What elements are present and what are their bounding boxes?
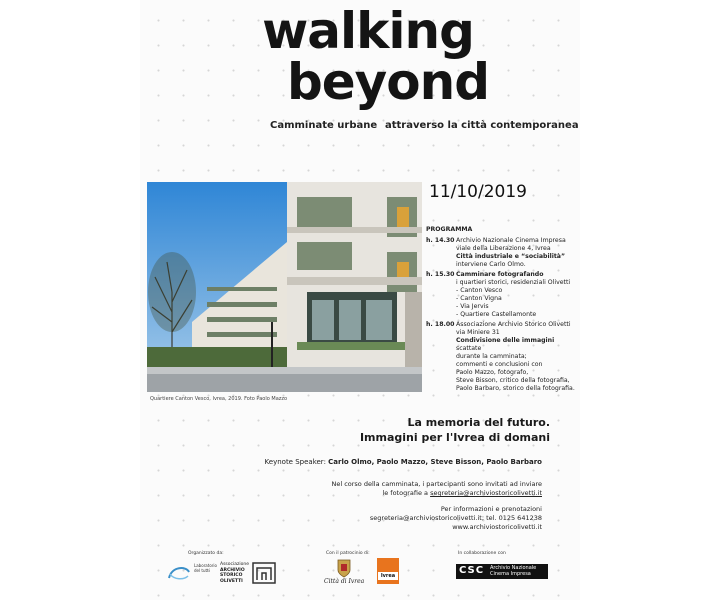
program-time: h. 15.30 xyxy=(426,271,455,278)
website-link[interactable]: www.archiviostoricolivetti.it xyxy=(452,523,542,531)
participants-note xyxy=(331,480,542,498)
ivrea-orange-logo xyxy=(377,558,399,584)
info-line-2: segreteria@archiviostoricolivetti.it; tel. 0125 641238 xyxy=(369,514,542,522)
photo-caption: Quartiere Canton Vesco, Ivrea, 2019. Foto Paolo Mazzo xyxy=(150,396,288,402)
csc-line-1: Archivio Nazionale xyxy=(490,565,537,571)
assoc-line-4: OLIVETTI xyxy=(220,578,243,584)
program-line: commenti e conclusioni con xyxy=(456,361,543,368)
program-line: viale della Liberazione 4, Ivrea xyxy=(456,245,551,252)
slogan-line-1: La memoria del futuro. xyxy=(407,416,550,429)
program-line: - Quartiere Castellamonte xyxy=(456,311,537,318)
program-time: h. 18.00 xyxy=(426,321,455,328)
program-item xyxy=(426,237,576,269)
email-link[interactable]: segreteria@archiviostoricolivetti.it xyxy=(430,489,542,497)
program-title: Condivisione delle immagini xyxy=(456,337,555,344)
info-line-1: Per informazioni e prenotazioni xyxy=(440,505,542,513)
program-line: Steve Bisson, critico della fotografia, xyxy=(456,377,570,384)
city-label: Città di Ivrea xyxy=(324,578,365,585)
note-line-2: le fotografie a xyxy=(382,489,431,497)
title-line-2: beyond xyxy=(286,53,490,111)
program-block xyxy=(426,226,576,395)
program-item xyxy=(426,271,576,319)
assoc-line-3: STORICO xyxy=(220,573,243,578)
title-line-1: walking xyxy=(262,2,474,60)
archivio-olivetti-logo xyxy=(220,562,249,584)
program-heading: PROGRAMMA xyxy=(426,226,473,233)
event-date: 11/10/2019 xyxy=(429,182,527,202)
program-line: durante la camminata; xyxy=(456,353,527,360)
assoc-line-1: Associazione xyxy=(220,562,249,567)
organized-label: Organizzato da: xyxy=(188,551,224,556)
csc-abbr: CSC xyxy=(459,565,485,576)
patronage-label: Con il patrocinio di: xyxy=(326,551,370,556)
program-item xyxy=(426,321,576,393)
organizer-swirl-logo xyxy=(166,562,192,588)
program-line: - Canton Vesco xyxy=(456,287,503,294)
slogan xyxy=(360,415,550,445)
building-photo xyxy=(147,182,422,392)
subtitle-part-2: attraverso la città contemporanea xyxy=(385,120,579,131)
organizer-swirl-text: Laboratorio del tutti xyxy=(194,563,217,573)
csc-cinema-logo xyxy=(456,564,548,579)
assoc-line-2: ARCHIVIO xyxy=(220,567,245,573)
keynote xyxy=(265,458,542,466)
program-title-suffix: scattate xyxy=(456,345,482,352)
keynote-label: Keynote Speaker: xyxy=(264,458,329,466)
poster xyxy=(140,0,580,600)
program-time: h. 14.30 xyxy=(426,237,455,244)
program-line: Paolo Barbaro, storico della fotografia. xyxy=(456,385,575,392)
ivrea-logo-text: Ivrea xyxy=(378,572,398,580)
program-line: i quartieri storici, residenziali Olivetti xyxy=(456,279,571,286)
csc-line-2: Cinema Impresa xyxy=(490,571,531,577)
olivetti-arch-logo-icon xyxy=(252,562,276,588)
slogan-line-2: Immagini per l'Ivrea di domani xyxy=(359,431,550,444)
program-line: Associazione Archivio Storico Olivetti xyxy=(456,321,571,328)
program-title: Città industriale e “sociabilità” xyxy=(456,253,566,260)
program-line: Paolo Mazzo, fotografo, xyxy=(456,369,529,376)
collaboration-label: In collaborazione con xyxy=(458,551,506,556)
info-block xyxy=(370,505,542,532)
program-line: - Canton Vigna xyxy=(456,295,502,302)
subtitle-part-1: Camminate urbane xyxy=(270,120,378,131)
program-line: Archivio Nazionale Cinema Impresa xyxy=(456,237,566,244)
program-line: interviene Carlo Olmo. xyxy=(456,261,526,268)
program-title: Camminare fotografando xyxy=(456,271,544,278)
program-line: via Miniere 31 xyxy=(456,329,500,336)
keynote-names: Carlo Olmo, Paolo Mazzo, Steve Bisson, Paolo Barbaro xyxy=(328,458,542,466)
program-line: - Via Jervis xyxy=(456,303,489,310)
note-line-1: Nel corso della camminata, i partecipanti sono invitati ad inviare xyxy=(331,480,542,488)
